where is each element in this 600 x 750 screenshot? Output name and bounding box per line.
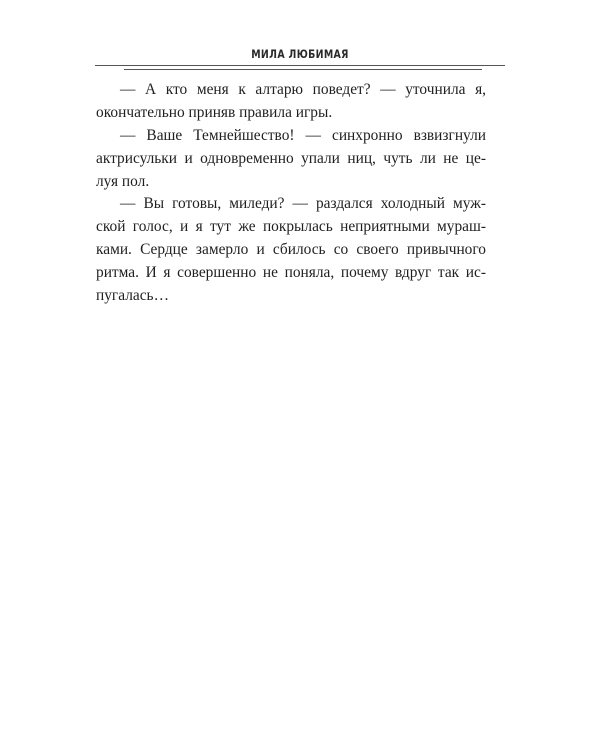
text-line: — А кто меня к алтарю поведет? — уточнила я, [120, 81, 486, 98]
header-rule-top [95, 65, 505, 66]
text-line: — Ваше Темнейшество! — синхронно взвизгнули [120, 126, 486, 144]
page-text [96, 79, 486, 308]
text-line: ской голос, и я тут же покрылась неприятными мураш- [96, 218, 486, 236]
text-line: окончательно приняв правила игры. [96, 103, 333, 121]
text-line: пугалась… [96, 287, 169, 305]
text-line: — Вы готовы, миледи? — раздался холодный муж- [120, 195, 486, 213]
text-line: актрисульки и одновременно упали ниц, чуть ли не це- [96, 149, 486, 167]
text-line: ками. Сердце замерло и сбилось со своего привычного [96, 241, 486, 259]
text-line: ритма. И я совершенно не поняла, почему вдруг так ис- [96, 264, 486, 282]
text-line: луя пол. [96, 172, 150, 190]
running-title: МИЛА ЛЮБИМАЯ [251, 47, 349, 61]
header-rule-bottom [124, 69, 482, 70]
